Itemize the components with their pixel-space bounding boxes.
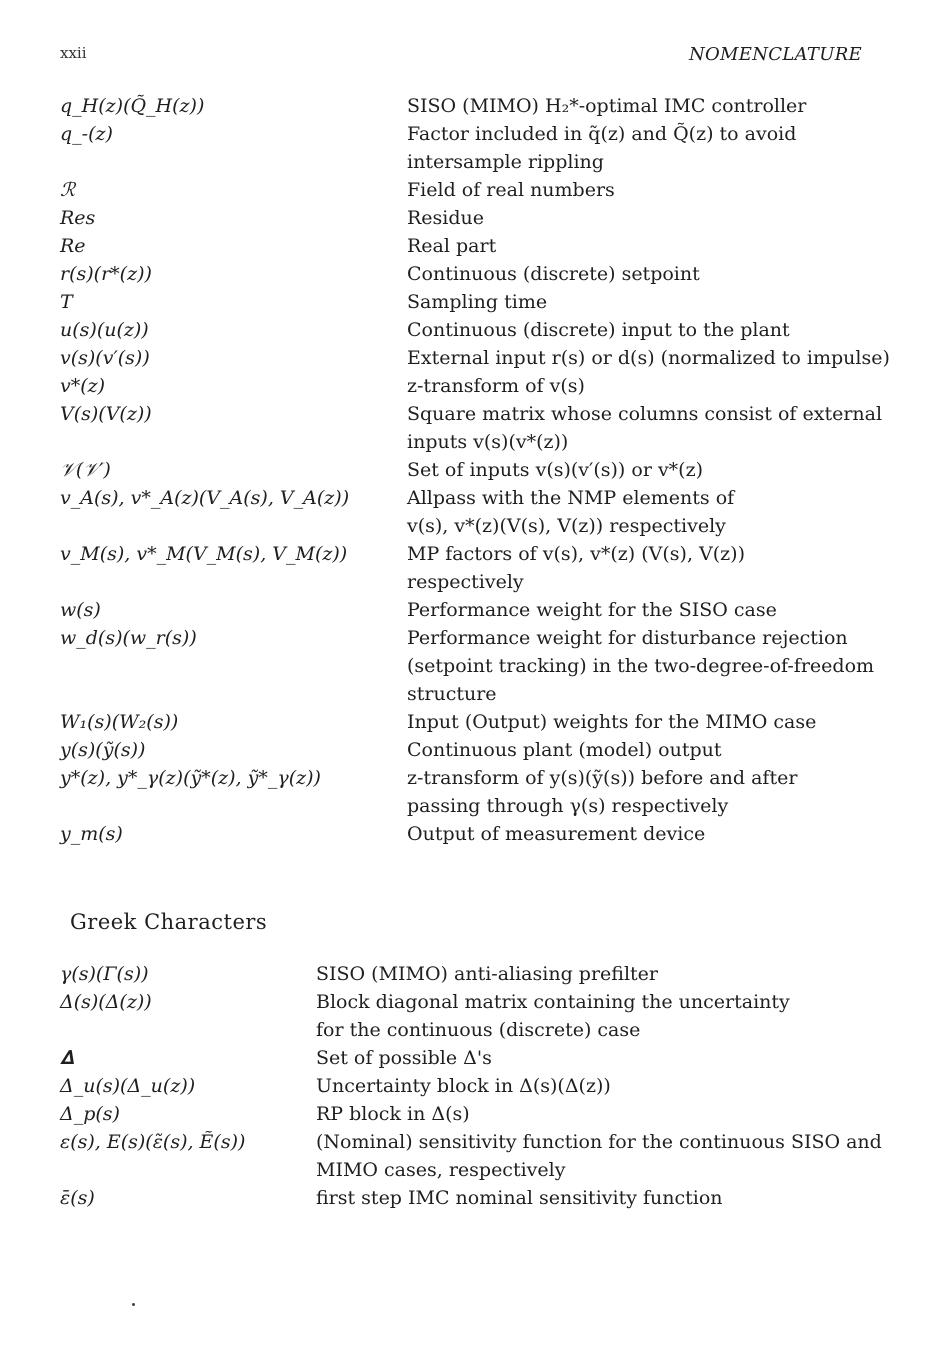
entry-description	[407, 400, 882, 456]
description-line: first step IMC nominal sensitivity function	[316, 1187, 723, 1209]
description-line: Real part	[407, 235, 497, 257]
entry-symbol: ℛ	[60, 179, 76, 201]
entry-description	[407, 232, 496, 260]
entry-description	[407, 764, 797, 820]
entry-symbol: ε(s), E(s)(ε̃(s), Ẽ(s))	[60, 1131, 246, 1153]
entry-symbol: y_m(s)	[60, 823, 123, 845]
description-line: v(s), v*(z)(V(s), V(z)) respectively	[407, 515, 726, 537]
entry-symbol: u(s)(u(z))	[60, 319, 149, 341]
description-line: Continuous (discrete) setpoint	[407, 263, 700, 285]
entry-description	[316, 1072, 611, 1100]
description-line: RP block in Δ(s)	[316, 1103, 470, 1125]
description-line: Set of possible Δ's	[316, 1047, 492, 1069]
entry-description	[407, 288, 547, 316]
description-line: Factor included in q̃(z) and Q̃(z) to avoid	[407, 123, 797, 145]
description-line: (setpoint tracking) in the two-degree-of-freedom	[407, 655, 875, 677]
entry-description	[407, 316, 790, 344]
running-title: NOMENCLATURE	[688, 44, 862, 65]
entry-symbol: q_H(z)(Q̃_H(z))	[60, 95, 205, 117]
description-line: Input (Output) weights for the MIMO case	[407, 711, 817, 733]
entry-description	[407, 120, 796, 176]
entry-description	[316, 1100, 470, 1128]
entry-symbol: 𝚫	[60, 1047, 75, 1069]
description-line: Performance weight for disturbance rejection	[407, 627, 848, 649]
entry-symbol: W₁(s)(W₂(s))	[60, 711, 179, 733]
entry-symbol: V(s)(V(z))	[60, 403, 152, 425]
description-line: respectively	[407, 571, 524, 593]
entry-symbol: v(s)(v′(s))	[60, 347, 150, 369]
entry-description	[407, 624, 874, 708]
entry-symbol: Δ_p(s)	[60, 1103, 120, 1125]
description-line: Set of inputs v(s)(v′(s)) or v*(z)	[407, 459, 704, 481]
entry-symbol: w(s)	[60, 599, 101, 621]
description-line: for the continuous (discrete) case	[316, 1019, 641, 1041]
entry-symbol: 𝒱(𝒱′)	[60, 459, 111, 481]
description-line: MP factors of v(s), v*(z) (V(s), V(z))	[407, 543, 745, 565]
description-line: Sampling time	[407, 291, 548, 313]
description-line: (Nominal) sensitivity function for the continuous SISO and	[316, 1131, 882, 1153]
entry-description	[316, 1184, 723, 1212]
entry-symbol: Re	[60, 235, 86, 257]
entry-symbol: v*(z)	[60, 375, 106, 397]
entry-description	[407, 708, 816, 736]
entry-symbol: y(s)(ỹ(s))	[60, 739, 146, 761]
entry-symbol: y*(z), y*_γ(z)(ỹ*(z), ỹ*_γ(z))	[60, 767, 321, 789]
entry-description	[407, 540, 745, 596]
description-line: External input r(s) or d(s) (normalized to impulse)	[407, 347, 890, 369]
description-line: Continuous (discrete) input to the plant	[407, 319, 790, 341]
description-line: Output of measurement device	[407, 823, 706, 845]
description-line: Field of real numbers	[407, 179, 615, 201]
entry-description	[407, 596, 777, 624]
description-line: z-transform of y(s)(ỹ(s)) before and after	[407, 767, 798, 789]
entry-symbol: v_M(s), v*_M(V_M(s), V_M(z))	[60, 543, 348, 565]
description-line: MIMO cases, respectively	[316, 1159, 566, 1181]
entry-symbol: Δ_u(s)(Δ_u(z))	[60, 1075, 196, 1097]
entry-description	[407, 344, 890, 372]
entry-description	[407, 176, 615, 204]
description-line: SISO (MIMO) anti-aliasing prefilter	[316, 963, 658, 985]
entry-description	[407, 92, 806, 120]
description-line: intersample rippling	[407, 151, 604, 173]
entry-description	[316, 1044, 492, 1072]
entry-symbol: γ(s)(Γ(s))	[60, 963, 149, 985]
entry-symbol: Δ(s)(Δ(z))	[60, 991, 152, 1013]
page-speck	[132, 1303, 135, 1306]
entry-symbol: ε̄(s)	[60, 1187, 95, 1209]
description-line: Uncertainty block in Δ(s)(Δ(z))	[316, 1075, 611, 1097]
description-line: passing through γ(s) respectively	[407, 795, 729, 817]
description-line: Block diagonal matrix containing the uncertainty	[316, 991, 790, 1013]
description-line: structure	[407, 683, 497, 705]
entry-symbol: q_-(z)	[60, 123, 113, 145]
description-line: z-transform of v(s)	[407, 375, 585, 397]
entry-description	[407, 372, 585, 400]
description-line: Continuous plant (model) output	[407, 739, 722, 761]
entry-symbol: r(s)(r*(z))	[60, 263, 152, 285]
entry-description	[407, 456, 703, 484]
entry-symbol: Res	[60, 207, 96, 229]
entry-description	[407, 820, 705, 848]
entry-description	[407, 260, 700, 288]
page-number: xxii	[60, 44, 87, 62]
entry-description	[316, 1128, 882, 1184]
entry-description	[407, 484, 734, 540]
description-line: inputs v(s)(v*(z))	[407, 431, 569, 453]
entry-symbol: v_A(s), v*_A(z)(V_A(s), V_A(z))	[60, 487, 350, 509]
description-line: Residue	[407, 207, 485, 229]
entry-description	[407, 736, 722, 764]
entry-symbol: w_d(s)(w_r(s))	[60, 627, 197, 649]
entry-description	[407, 204, 484, 232]
entry-symbol: T	[60, 291, 73, 313]
greek-section-title: Greek Characters	[70, 910, 268, 934]
description-line: Square matrix whose columns consist of external	[407, 403, 883, 425]
description-line: Allpass with the NMP elements of	[407, 487, 735, 509]
entry-description	[316, 988, 790, 1044]
entry-description	[316, 960, 658, 988]
description-line: Performance weight for the SISO case	[407, 599, 777, 621]
description-line: SISO (MIMO) H₂*-optimal IMC controller	[407, 95, 807, 117]
